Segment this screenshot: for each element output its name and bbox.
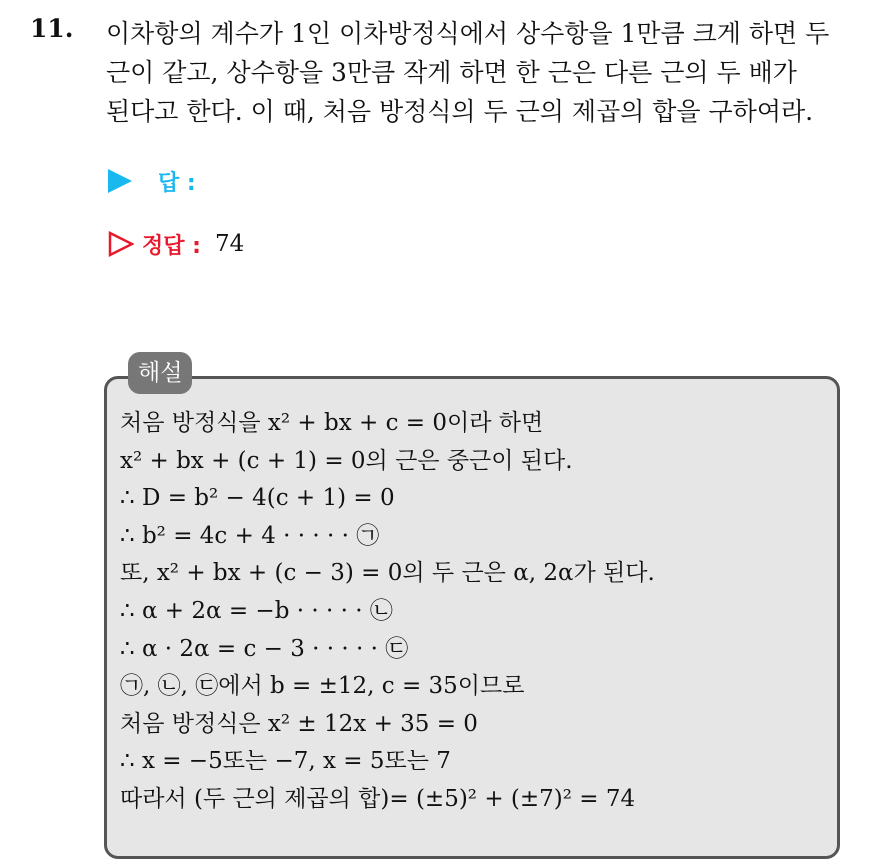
answer-marker-icon <box>108 169 132 193</box>
correct-answer-label: 정답 : <box>142 233 201 259</box>
correct-answer-row <box>108 227 244 261</box>
solution-line: 따라서 (두 근의 제곱의 합)= (±5)² + (±7)² = 74 <box>120 785 636 812</box>
solution-line: 처음 방정식은 x² ± 12x + 35 = 0 <box>120 710 478 737</box>
solution-tag: 해설 <box>128 352 192 394</box>
question-number: 11. <box>30 14 74 43</box>
question-line: 이차항의 계수가 1인 이차방정식에서 상수항을 1만큼 크게 하면 두 <box>106 19 830 48</box>
solution-line: ∴ b² = 4c + 4 · · · · · ㉠ <box>120 522 380 549</box>
question-line: 근이 같고, 상수항을 3만큼 작게 하면 한 근은 다른 근의 두 배가 <box>106 58 797 87</box>
solution-body <box>120 405 820 819</box>
answer-label: 답 : <box>158 170 196 196</box>
solution-line: ㉠, ㉡, ㉢에서 b = ±12, c = 35이므로 <box>120 673 525 700</box>
solution-line: ∴ α · 2α = c − 3 · · · · · ㉢ <box>120 635 409 662</box>
solution-line: x² + bx + (c + 1) = 0의 근은 중근이 된다. <box>120 447 573 474</box>
solution-line: 처음 방정식을 x² + bx + c = 0이라 하면 <box>120 410 544 436</box>
answer-row <box>108 164 196 198</box>
solution-line: ∴ α + 2α = −b · · · · · ㉡ <box>120 597 393 624</box>
solution-line: ∴ D = b² − 4(c + 1) = 0 <box>120 485 395 512</box>
correct-answer-value: 74 <box>214 231 245 257</box>
solution-line: ∴ x = −5또는 −7, x = 5또는 7 <box>120 748 451 775</box>
question-line: 된다고 한다. 이 때, 처음 방정식의 두 근의 제곱의 합을 구하여라. <box>106 97 814 126</box>
question-text <box>106 14 866 131</box>
solution-line: 또, x² + bx + (c − 3) = 0의 두 근은 α, 2α가 된다. <box>120 560 655 587</box>
correct-answer-marker-icon <box>108 231 134 257</box>
